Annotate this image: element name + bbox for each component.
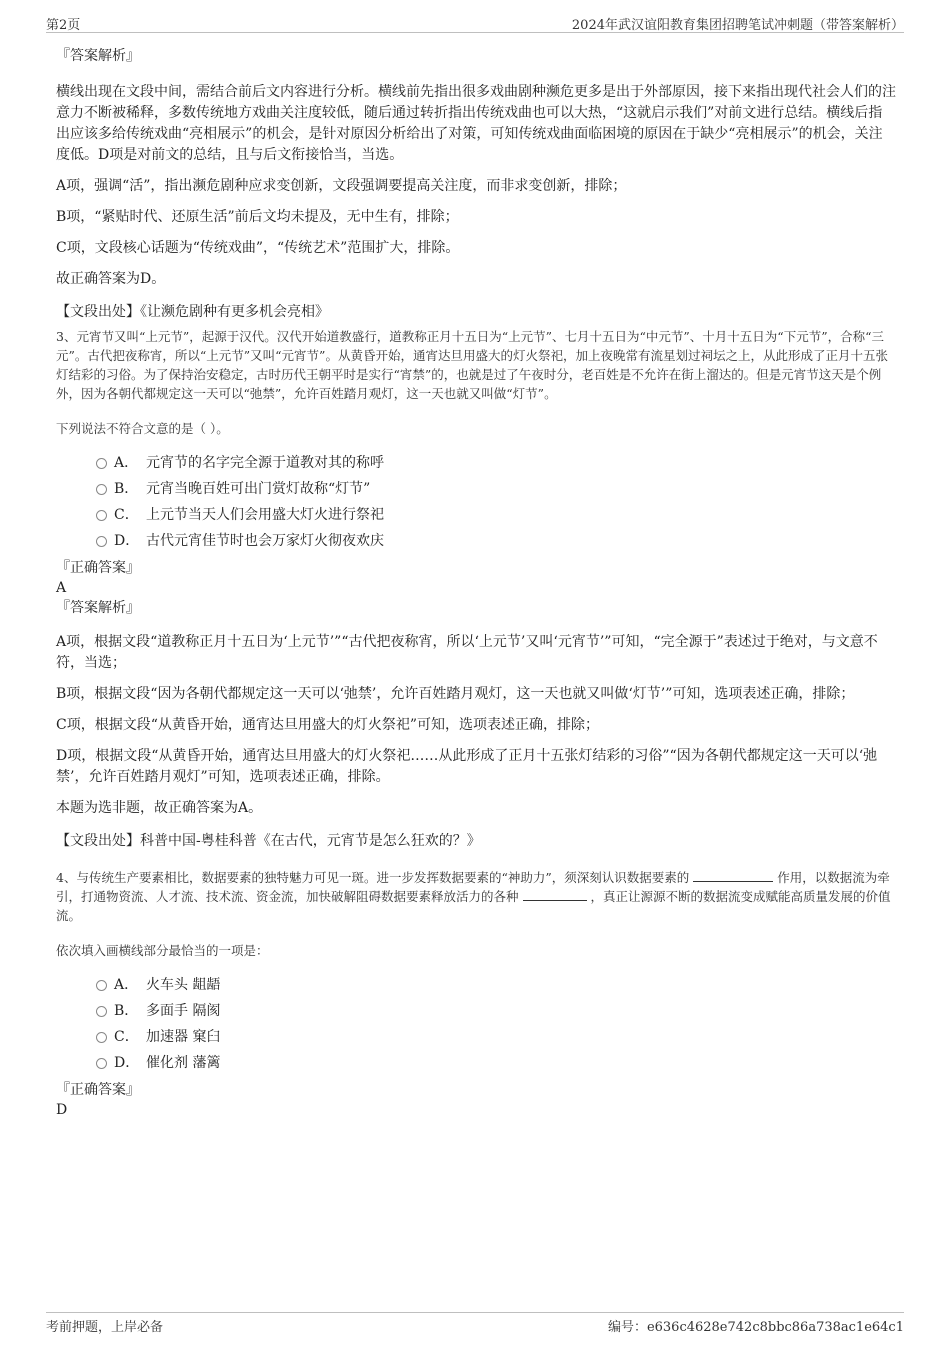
option-a[interactable]: A． 火车头 龃龉	[56, 972, 896, 998]
answer-analysis-label: 『答案解析』	[56, 600, 140, 616]
footer-slogan: 考前押题，上岸必备	[46, 1320, 164, 1335]
radio-icon[interactable]	[96, 1006, 107, 1017]
fill-blank	[523, 888, 587, 901]
analysis-paragraph: C项，文段核心话题为“传统戏曲”，“传统艺术”范围扩大，排除。	[56, 240, 460, 256]
page-content	[56, 44, 896, 1120]
analysis-paragraph: C项，根据文段“从黄昏开始，通宵达旦用盛大的灯火祭祀”可知，选项表述正确，排除；	[56, 717, 600, 733]
option-b[interactable]: B． 多面手 隔阂	[56, 998, 896, 1024]
analysis-paragraph: 横线出现在文段中间，需结合前后文内容进行分析。横线前先指出很多戏曲剧种濒危更多是出于外部原因，接下来指出现代社会人们的注意力不断被稀释，多数传统地方戏曲关注度较低，随后通过转折指出传统戏曲也可以大热，“这就启示我们”对前文进行总结。横线后指出应该多给传统戏曲“亮相展示”的机会，是针对原因分析给出了对策，可知传统戏曲面临困境的原因在于缺少“亮相展示”的机会，关注度低。D项是对前文的总结，且与后文衔接恰当，当选。	[56, 84, 896, 163]
passage-source: 【文段出处】《让濒危剧种有更多机会亮相》	[56, 304, 329, 320]
option-c[interactable]: C． 上元节当天人们会用盛大灯火进行祭祀	[56, 502, 896, 528]
analysis-paragraph: B项，“紧贴时代、还原生活”前后文均未提及，无中生有，排除；	[56, 209, 459, 225]
analysis-paragraph: B项，根据文段“因为各朝代都规定这一天可以‘弛禁’，允许百姓踏月观灯，这一天也就又叫做‘灯节’”可知，选项表述正确，排除；	[56, 686, 855, 702]
question-prompt: 依次填入画横线部分最恰当的一项是：	[56, 943, 269, 958]
option-a[interactable]: A． 元宵节的名字完全源于道教对其的称呼	[56, 450, 896, 476]
question-stem: 4、与传统生产要素相比，数据要素的独特魅力可见一斑。进一步发挥数据要素的“神助力”，须深刻认识数据要素的 作用，以数据流为牵引，打通物资流、人才流、技术流、资金流，加快破解阻碍数据要素释放活力的各种 ，真正让源源不断的数据流变成赋能高质量发展的价值流。	[56, 870, 891, 923]
analysis-paragraph: 本题为选非题，故正确答案为A。	[56, 800, 263, 816]
document-code: 编号：e636c4628e742c8bbc86a738ac1e64c1	[607, 1320, 904, 1335]
page-header	[46, 12, 904, 33]
page-footer	[46, 1312, 904, 1335]
option-d[interactable]: D． 催化剂 藩篱	[56, 1050, 896, 1076]
page-number: 第2页	[46, 18, 81, 33]
correct-answer: D	[56, 1102, 68, 1118]
question-prompt: 下列说法不符合文意的是（ ）。	[56, 421, 229, 436]
analysis-paragraph: A项，根据文段“道教称正月十五日为‘上元节’”“古代把夜称宵，所以‘上元节’又叫‘元宵节’”可知，“完全源于”表述过于绝对，与文意不符，当选；	[56, 634, 878, 671]
option-d[interactable]: D． 古代元宵佳节时也会万家灯火彻夜欢庆	[56, 528, 896, 554]
radio-icon[interactable]	[96, 536, 107, 547]
analysis-paragraph: 故正确答案为D。	[56, 271, 166, 287]
radio-icon[interactable]	[96, 484, 107, 495]
answer-analysis-label: 『答案解析』	[56, 48, 140, 64]
correct-answer-label: 『正确答案』	[56, 560, 140, 576]
radio-icon[interactable]	[96, 980, 107, 991]
option-c[interactable]: C． 加速器 窠臼	[56, 1024, 896, 1050]
radio-icon[interactable]	[96, 1058, 107, 1069]
correct-answer: A	[56, 580, 67, 596]
passage-source: 【文段出处】科普中国-粤桂科普《在古代，元宵节是怎么狂欢的？》	[56, 833, 481, 849]
radio-icon[interactable]	[96, 1032, 107, 1043]
analysis-paragraph: D项，根据文段“从黄昏开始，通宵达旦用盛大的灯火祭祀……从此形成了正月十五张灯结彩的习俗”“因为各朝代都规定这一天可以‘弛禁’，允许百姓踏月观灯”可知，选项表述正确，排除。	[56, 748, 878, 785]
question-stem: 3、元宵节又叫“上元节”，起源于汉代。汉代开始道教盛行，道教称正月十五日为“上元节”、七月十五日为“中元节”、十月十五日为“下元节”，合称“三元”。古代把夜称宵，所以“上元节”又叫“元宵节”。从黄昏开始，通宵达旦用盛大的灯火祭祀，加上夜晚常有流星划过祠坛之上，从此形成了正月十五张灯结彩的习俗。为了保持治安稳定，古时历代王朝平时是实行“宵禁”的，也就是过了午夜时分，老百姓是不允许在街上溜达的。但是元宵节这天是个例外，因为各朝代都规定这一天可以“弛禁”，允许百姓踏月观灯，这一天也就又叫做“灯节”。	[56, 329, 888, 401]
analysis-paragraph: A项，强调“活”，指出濒危剧种应求变创新，文段强调要提高关注度，而非求变创新，排除；	[56, 178, 627, 194]
correct-answer-label: 『正确答案』	[56, 1082, 140, 1098]
radio-icon[interactable]	[96, 510, 107, 521]
radio-icon[interactable]	[96, 458, 107, 469]
option-b[interactable]: B． 元宵当晚百姓可出门赏灯故称“灯节”	[56, 476, 896, 502]
fill-blank	[693, 869, 773, 882]
document-title: 2024年武汉谊阳教育集团招聘笔试冲刺题（带答案解析）	[571, 18, 904, 33]
